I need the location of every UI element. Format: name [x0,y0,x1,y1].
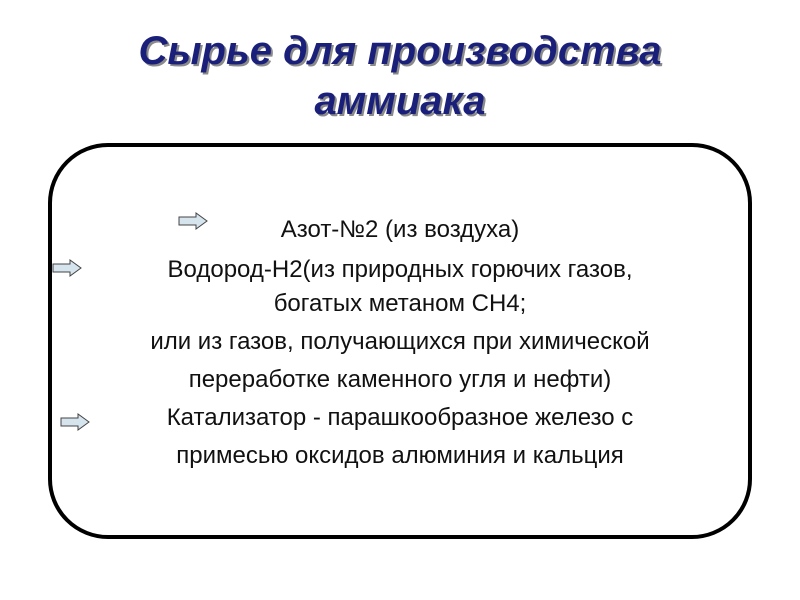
item-hydrogen-line-3: или из газов, получающихся при химической [150,328,650,355]
item-hydrogen-line-4: переработке каменного угля и нефти) [188,366,612,393]
item-catalyst-line-2: примесью оксидов алюминия и кальция [176,442,624,469]
title-line-2: аммиака [314,79,486,123]
title-line-1: Сырье для производства [138,29,662,73]
slide-title [0,26,800,126]
item-catalyst-line-1: Катализатор - парашкообразное железо с [166,404,634,431]
item-nitrogen: Азот-№2 (из воздуха) [280,216,520,243]
item-hydrogen-line-2: богатых метаном СН4; [273,290,527,317]
item-hydrogen-line-1: Водород-Н2(из природных горючих газов, [167,256,633,283]
